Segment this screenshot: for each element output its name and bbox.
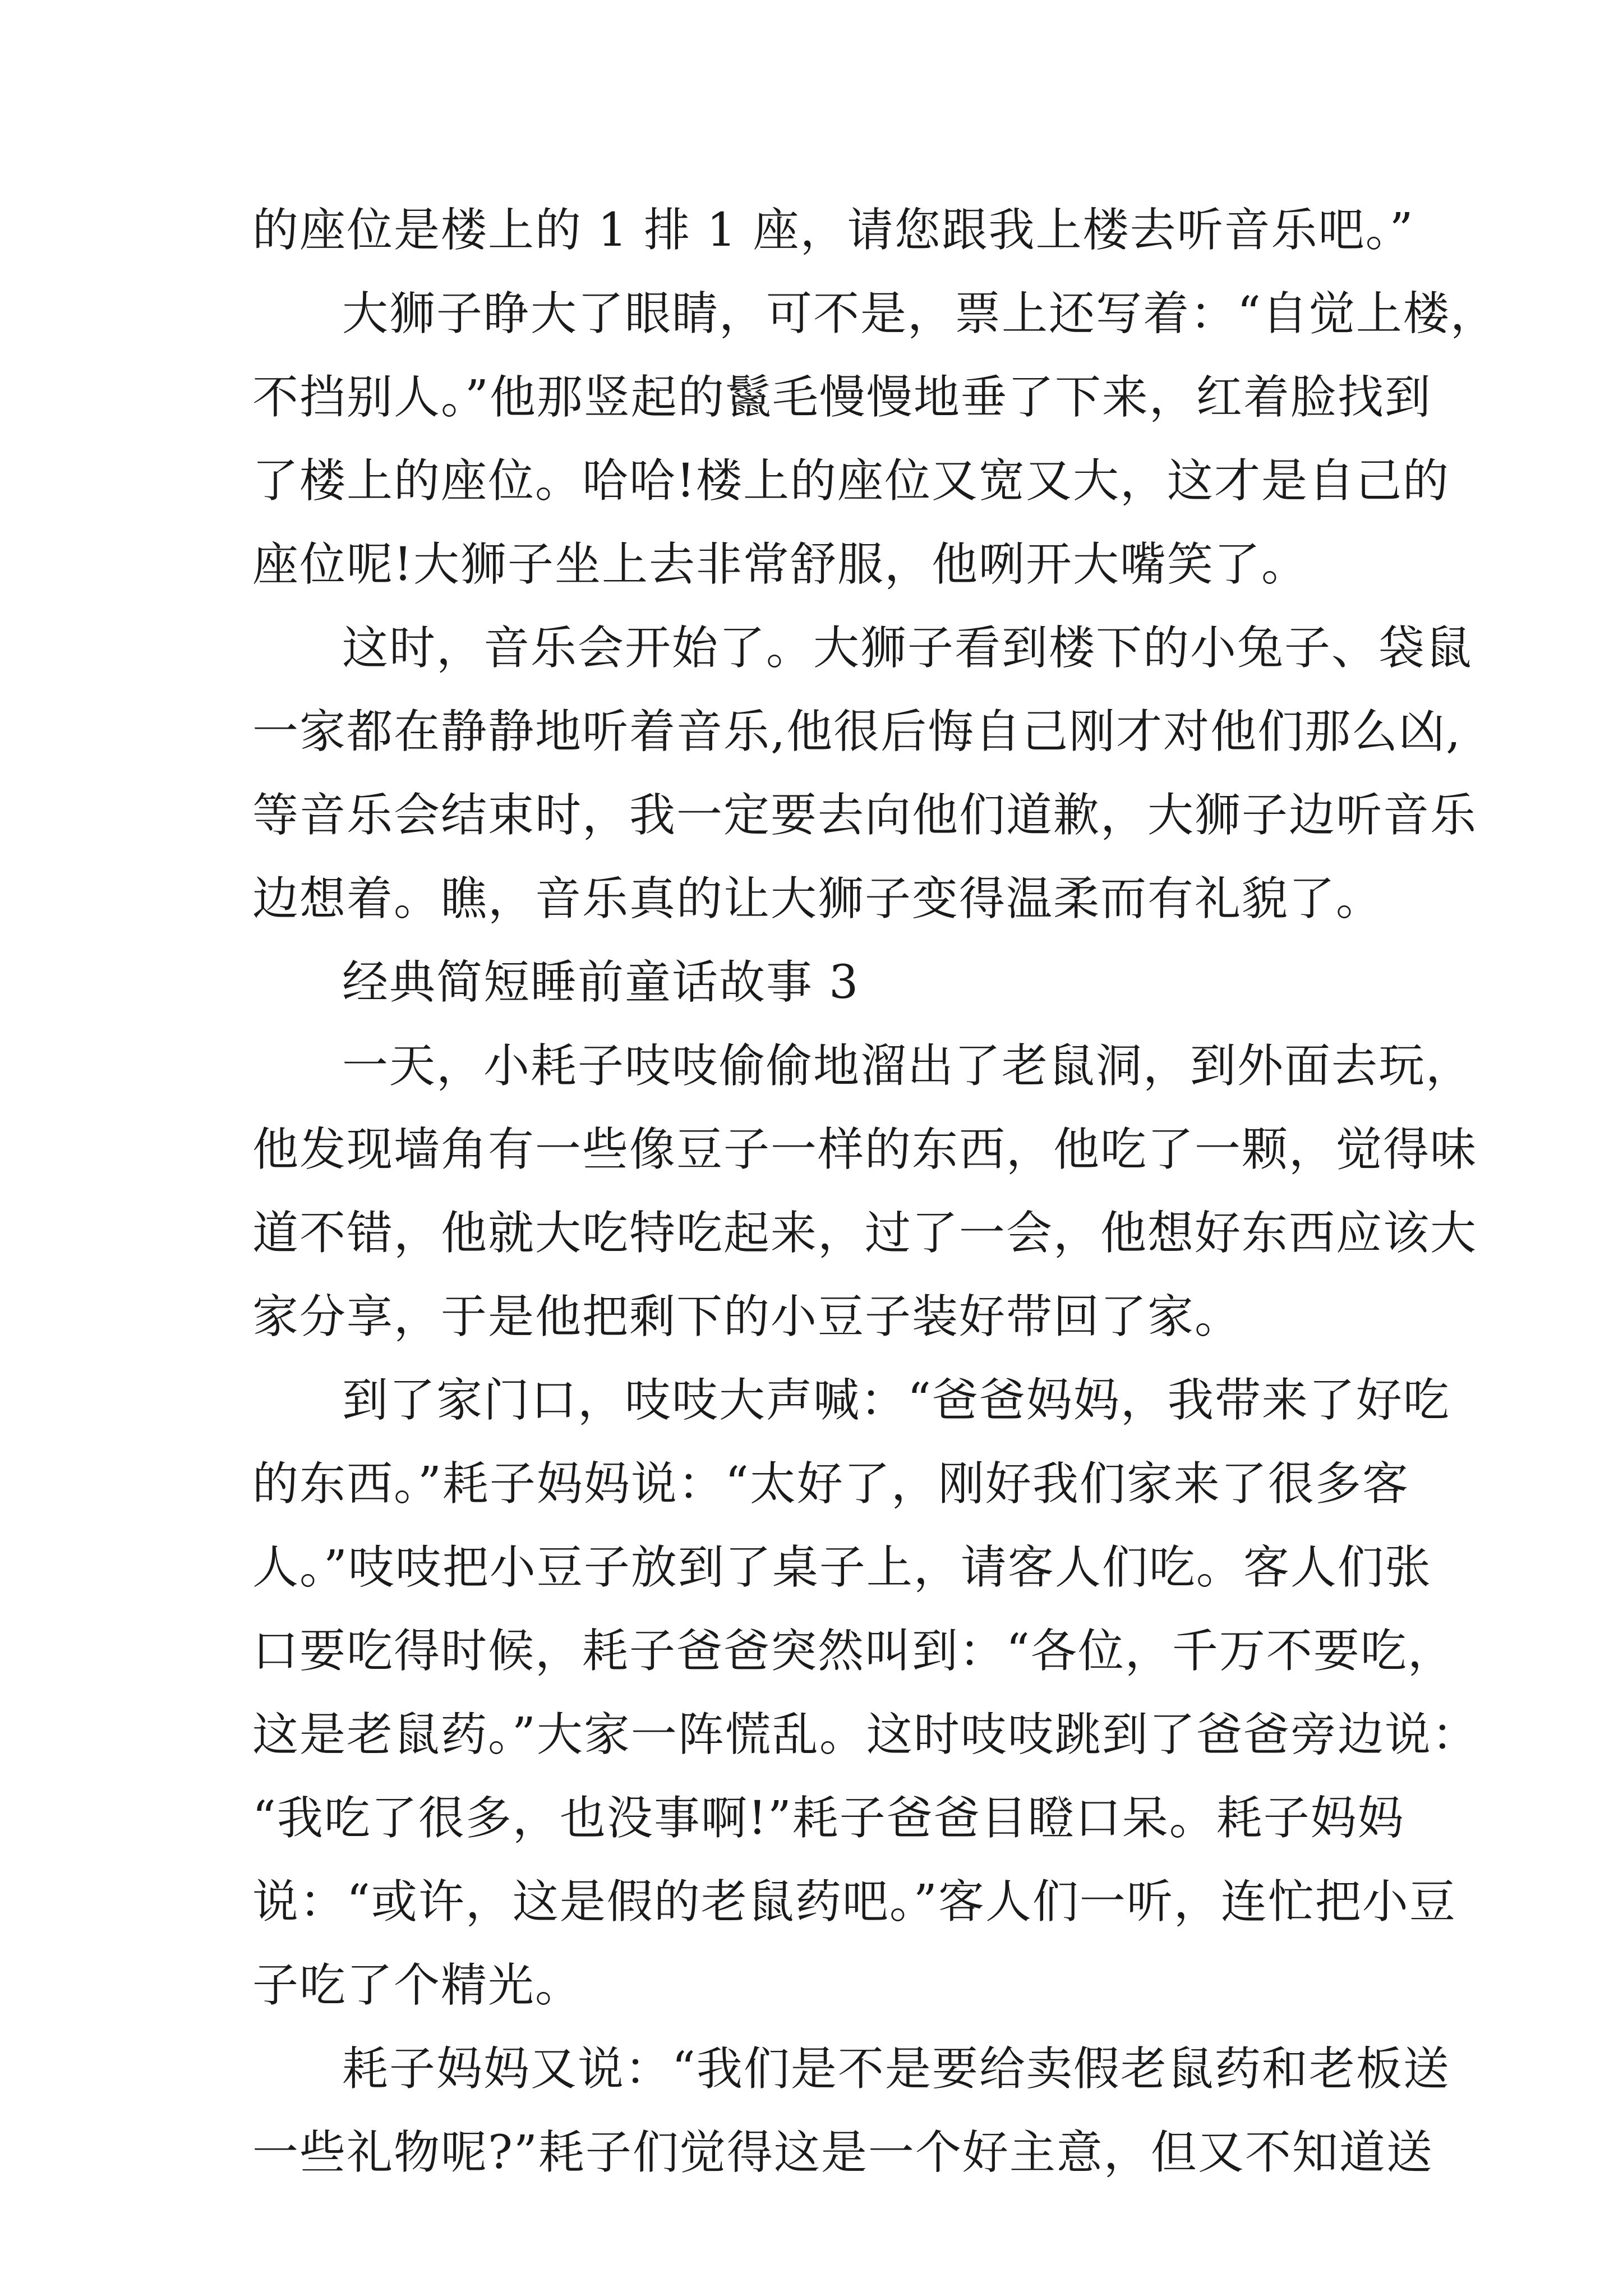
document-body (252, 188, 1497, 2194)
text-line: 道不错，他就大吃特吃起来，过了一会，他想好东西应该大 (252, 1207, 1478, 1260)
text-line: 一天，小耗子吱吱偷偷地溜出了老鼠洞，到外面去玩， (342, 1039, 1473, 1093)
text-line: 人。”吱吱把小豆子放到了桌子上，请客人们吃。客人们张 (252, 1541, 1432, 1594)
text-line: 家分享，于是他把剩下的小豆子装好带回了家。 (252, 1290, 1242, 1343)
text-line: 的东西。”耗子妈妈说：“太好了，刚好我们家来了很多客 (252, 1457, 1409, 1511)
text-line: 他发现墙角有一些像豆子一样的东西，他吃了一颗，觉得味 (252, 1123, 1478, 1176)
text-line: 大狮子睁大了眼睛，可不是，票上还写着：“自觉上楼， (342, 287, 1497, 341)
text-line: 了楼上的座位。哈哈!楼上的座位又宽又大，这才是自己的 (252, 454, 1450, 508)
text-line: 这是老鼠药。”大家一阵慌乱。这时吱吱跳到了爸爸旁边说： (252, 1708, 1479, 1761)
text-line: 口要吃得时候，耗子爸爸突然叫到：“各位，千万不要吃， (252, 1625, 1455, 1678)
text-line: 边想着。瞧，音乐真的让大狮子变得温柔而有礼貌了。 (252, 872, 1384, 926)
text-line: 一些礼物呢?”耗子们觉得这是一个好主意，但又不知道送 (252, 2126, 1433, 2179)
text-line: 等音乐会结束时，我一定要去向他们道歉，大狮子边听音乐 (252, 789, 1478, 842)
text-line: 经典简短睡前童话故事 3 (342, 956, 860, 1009)
text-line: 的座位是楼上的 1 排 1 座，请您跟我上楼去听音乐吧。” (252, 204, 1414, 257)
text-line: 一家都在静静地听着音乐,他很后悔自己刚才对他们那么凶, (252, 705, 1462, 758)
text-line: 座位呢!大狮子坐上去非常舒服，他咧开大嘴笑了。 (252, 538, 1308, 591)
text-line: 不挡别人。”他那竖起的鬣毛慢慢地垂了下来，红着脸找到 (252, 371, 1432, 424)
text-line: 耗子妈妈又说：“我们是不是要给卖假老鼠药和老板送 (342, 2042, 1450, 2096)
text-line: 到了家门口，吱吱大声喊：“爸爸妈妈，我带来了好吃 (342, 1374, 1450, 1427)
text-line: “我吃了很多，也没事啊!”耗子爸爸目瞪口呆。耗子妈妈 (252, 1792, 1405, 1845)
text-line: 这时，音乐会开始了。大狮子看到楼下的小兔子、袋鼠 (342, 622, 1473, 675)
text-line: 说：“或许，这是假的老鼠药吧。”客人们一听，连忙把小豆 (252, 1875, 1456, 1929)
text-line: 子吃了个精光。 (252, 1959, 583, 2012)
